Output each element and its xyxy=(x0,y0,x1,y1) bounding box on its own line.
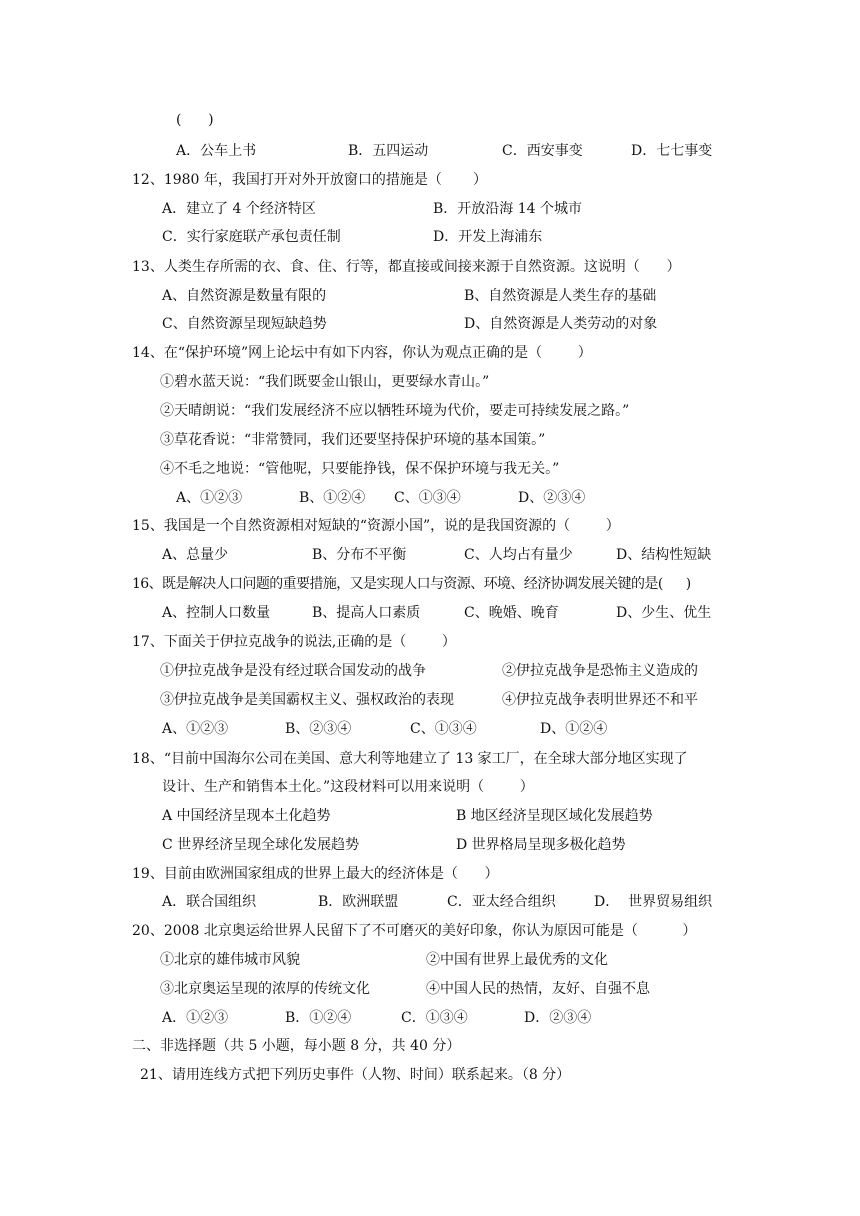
q14-statement-4: ④不毛之地说：“管他呢，只要能挣钱，保不保护环境与我无关。” xyxy=(160,461,560,477)
q13-option-b: B、自然资源是人类生存的基础 xyxy=(464,288,657,304)
q18-stem: 18、“目前中国海尔公司在美国、意大利等地建立了 13 家工厂，在全球大部分地区实现了 xyxy=(132,751,688,767)
q15-option-b: B、分布不平衡 xyxy=(312,547,407,563)
q18-stem-continued: 设计、生产和销售本土化。”这段材料可以用来说明（ ） xyxy=(162,779,534,795)
q12-option-a: A．建立了 4 个经济特区 xyxy=(162,201,316,217)
q17-option-d: D、①②④ xyxy=(540,721,608,737)
q21-stem: 21、请用连线方式把下列历史事件（人物、时间）联系起来。（8 分） xyxy=(140,1067,571,1083)
q12-option-c: C．实行家庭联产承包责任制 xyxy=(162,229,341,245)
q17-option-a: A、①②③ xyxy=(162,721,229,737)
q19-option-a: A．联合国组织 xyxy=(162,894,257,910)
q11-answer-paren: ( ) xyxy=(176,112,214,128)
q20-statement-2: ②中国有世界上最优秀的文化 xyxy=(426,952,608,968)
q16-stem: 16、既是解决人口问题的重要措施，又是实现人口与资源、环境、经济协调发展关键的是( ) xyxy=(132,576,691,592)
q14-option-a: A、①②③ xyxy=(176,490,243,506)
q14-statement-1: ①碧水蓝天说：“我们既要金山银山，更要绿水青山。” xyxy=(160,374,490,390)
q17-statement-4: ④伊拉克战争表明世界还不和平 xyxy=(502,692,698,708)
q15-option-d: D、结构性短缺 xyxy=(616,547,712,563)
q14-statement-3: ③草花香说：“非常赞同，我们还要坚持保护环境的基本国策。” xyxy=(160,432,546,448)
q14-statement-2: ②天晴朗说：“我们发展经济不应以牺牲环境为代价，要走可持续发展之路。” xyxy=(160,403,630,419)
q18-option-b: B 地区经济呈现区域化发展趋势 xyxy=(456,808,653,824)
q15-option-c: C、人均占有量少 xyxy=(464,547,573,563)
q20-option-b: B．①②④ xyxy=(285,1010,352,1026)
q12-option-b: B．开放沿海 14 个城市 xyxy=(433,201,583,217)
q16-option-d: D、少生、优生 xyxy=(616,605,712,621)
q11-option-a: A．公车上书 xyxy=(176,143,257,159)
q19-stem: 19、目前由欧洲国家组成的世界上最大的经济体是（ ） xyxy=(132,866,499,882)
q20-statement-3: ③北京奥运呈现的浓厚的传统文化 xyxy=(160,981,370,997)
q20-option-a: A．①②③ xyxy=(162,1010,229,1026)
q13-option-c: C、自然资源呈现短缺趋势 xyxy=(162,316,327,332)
q16-option-a: A、控制人口数量 xyxy=(162,605,271,621)
q20-option-d: D．②③④ xyxy=(524,1010,592,1026)
q16-option-c: C、晚婚、晚育 xyxy=(464,605,559,621)
q20-statement-1: ①北京的雄伟城市风貌 xyxy=(160,952,300,968)
q11-option-d: D．七七事变 xyxy=(631,143,713,159)
q17-stem: 17、下面关于伊拉克战争的说法,正确的是（ ） xyxy=(132,634,456,650)
q18-option-d: D 世界格局呈现多极化趋势 xyxy=(456,837,626,853)
q14-option-b: B、①②④ xyxy=(299,490,366,506)
q18-option-c: C 世界经济呈现全球化发展趋势 xyxy=(162,837,360,853)
q14-stem: 14、在“保护环境”网上论坛中有如下内容，你认为观点正确的是（ ） xyxy=(132,345,592,361)
q11-option-b: B．五四运动 xyxy=(348,143,429,159)
q17-option-b: B、②③④ xyxy=(285,721,352,737)
q14-option-d: D、②③④ xyxy=(518,490,586,506)
q13-option-a: A、自然资源是数量有限的 xyxy=(162,288,327,304)
q13-stem: 13、人类生存所需的衣、食、住、行等，都直接或间接来源于自然资源。这说明（ ） xyxy=(132,259,681,275)
q15-option-a: A、总量少 xyxy=(162,547,229,563)
q15-stem: 15、我国是一个自然资源相对短缺的“资源小国”，说的是我国资源的（ ） xyxy=(132,518,620,534)
q12-option-d: D．开发上海浦东 xyxy=(433,229,543,245)
q17-statement-3: ③伊拉克战争是美国霸权主义、强权政治的表现 xyxy=(160,692,454,708)
q17-statement-1: ①伊拉克战争是没有经过联合国发动的战争 xyxy=(160,663,426,679)
q13-option-d: D、自然资源是人类劳动的对象 xyxy=(464,316,658,332)
q20-statement-4: ④中国人民的热情，友好、自强不息 xyxy=(426,981,650,997)
q17-option-c: C、①③④ xyxy=(410,721,477,737)
q17-statement-2: ②伊拉克战争是恐怖主义造成的 xyxy=(502,663,698,679)
section-heading-non-choice: 二、非选择题（共 5 小题，每小题 8 分，共 40 分） xyxy=(132,1038,461,1054)
q19-option-c: C．亚太经合组织 xyxy=(447,894,556,910)
q19-option-b: B．欧洲联盟 xyxy=(318,894,399,910)
q16-option-b: B、提高人口素质 xyxy=(312,605,421,621)
q18-option-a: A 中国经济呈现本土化趋势 xyxy=(162,808,331,824)
q14-option-c: C、①③④ xyxy=(394,490,461,506)
q20-option-c: C．①③④ xyxy=(401,1010,468,1026)
q19-option-d: D． 世界贸易组织 xyxy=(594,894,713,910)
q20-stem: 20、2008 北京奥运给世界人民留下了不可磨灭的美好印象，你认为原因可能是（ ） xyxy=(132,923,697,939)
q11-option-c: C．西安事变 xyxy=(502,143,583,159)
q12-stem: 12、1980 年，我国打开对外开放窗口的措施是（ ） xyxy=(132,172,488,188)
